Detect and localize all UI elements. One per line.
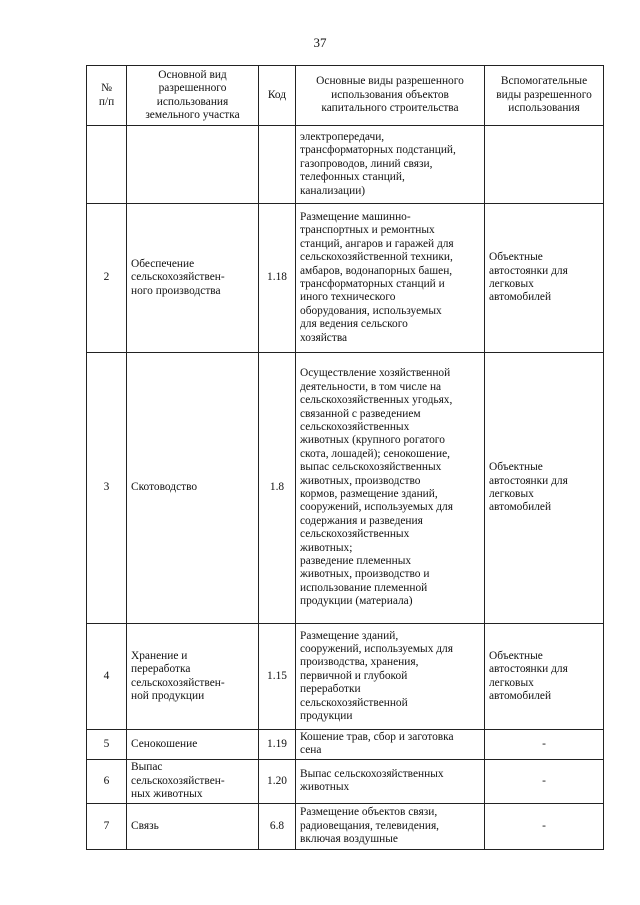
cell-text-line: Размещение объектов связи, xyxy=(300,806,438,819)
cell-text-line: Осуществление хозяйственной xyxy=(300,367,451,380)
cell-text-line: кормов, размещение зданий, xyxy=(300,488,438,500)
cell-text-line: Объектные xyxy=(489,461,543,474)
cell-text-line: трансформаторных станций и xyxy=(300,278,445,290)
capital-construction-uses xyxy=(296,803,485,849)
cell-text-line: автомобилей xyxy=(489,291,552,304)
cell-text-line: использования xyxy=(156,95,229,108)
cell-text-line: транспортных и ремонтных xyxy=(300,224,435,237)
cell-text-line: автостоянки для xyxy=(489,264,568,277)
header-capital-construction xyxy=(296,66,485,126)
row-number xyxy=(87,126,127,204)
row-number: 2 xyxy=(87,204,127,353)
cell-text-line: Основной вид xyxy=(158,68,227,81)
cell-text-line: связанной с разведением xyxy=(300,407,421,420)
cell-text-line: Выпас сельскохозяйственных xyxy=(300,767,444,780)
table-row xyxy=(87,730,604,760)
cell-text-line: хозяйства xyxy=(300,331,348,344)
row-number: 3 xyxy=(87,353,127,624)
cell-text-line: деятельности, в том числе на xyxy=(300,380,442,393)
auxiliary-uses xyxy=(485,353,604,624)
cell-text-line: разрешенного xyxy=(158,82,227,95)
cell-text-line: автостоянки для xyxy=(489,474,568,487)
use-code: 1.18 xyxy=(259,204,296,353)
cell-text-line: сельскохозяйственных xyxy=(300,528,410,541)
cell-text-line: - xyxy=(542,774,546,787)
table-row xyxy=(87,624,604,730)
row-number: 5 xyxy=(87,730,127,760)
capital-construction-uses xyxy=(296,353,485,624)
main-use-type xyxy=(127,624,259,730)
cell-text-line: Код xyxy=(267,88,287,101)
cell-text-line: продукции xyxy=(300,710,353,723)
cell-text-line: станций, ангаров и гаражей для xyxy=(300,237,454,250)
cell-text-line: Кошение трав, сбор и заготовка xyxy=(300,731,454,743)
auxiliary-uses xyxy=(485,126,604,204)
cell-text-line: п/п xyxy=(98,95,115,108)
cell-text-line: сельскохозяйствен- xyxy=(131,676,225,689)
cell-text-line: - xyxy=(542,819,546,832)
cell-text-line: Вспомогательные xyxy=(500,75,588,88)
cell-text-line: сельскохозяйственной техники, xyxy=(300,251,453,264)
cell-text-line: сена xyxy=(300,744,322,757)
cell-text-line: Сенокошение xyxy=(131,737,198,750)
row-number: 7 xyxy=(87,803,127,849)
use-code xyxy=(259,126,296,204)
cell-text-line: разведение племенных xyxy=(300,555,412,568)
use-code: 1.8 xyxy=(259,353,296,624)
cell-text-line: радиовещания, телевидения, xyxy=(300,819,440,832)
main-use-type xyxy=(127,803,259,849)
cell-text-line: для ведения сельского xyxy=(300,318,408,331)
main-use-type xyxy=(127,730,259,760)
cell-text-line: животных xyxy=(300,781,350,794)
table-header-row xyxy=(87,66,604,126)
cell-text-line: выпас сельскохозяйственных xyxy=(300,461,442,474)
use-code: 1.20 xyxy=(259,759,296,803)
cell-text-line: земельного участка xyxy=(145,108,240,121)
cell-text-line: иного технического xyxy=(300,291,396,304)
cell-text-line: Обеспечение xyxy=(131,257,195,270)
cell-text-line: трансформаторных подстанций, xyxy=(300,144,456,157)
auxiliary-uses xyxy=(485,204,604,353)
capital-construction-uses xyxy=(296,730,485,760)
main-use-type xyxy=(127,353,259,624)
row-number: 6 xyxy=(87,759,127,803)
cell-text-line: животных, производство и xyxy=(300,568,430,581)
cell-text-line: Объектные xyxy=(489,251,543,264)
table-row xyxy=(87,126,604,204)
cell-text-line: амбаров, водонапорных башен, xyxy=(300,264,453,277)
capital-construction-uses xyxy=(296,624,485,730)
auxiliary-uses xyxy=(485,624,604,730)
cell-text-line: сельскохозяйственных xyxy=(300,420,410,433)
cell-text-line: переработки xyxy=(300,683,361,696)
use-code: 1.15 xyxy=(259,624,296,730)
cell-text-line: сельскохозяйствен- xyxy=(131,774,225,787)
auxiliary-uses xyxy=(485,730,604,760)
cell-text-line: скота, лошадей); сенокошение, xyxy=(300,447,450,460)
cell-text-line: животных; xyxy=(300,541,353,554)
auxiliary-uses xyxy=(485,759,604,803)
cell-text-line: сооружений, используемых для xyxy=(300,642,453,655)
cell-text-line: включая воздушные xyxy=(300,833,398,846)
cell-text-line: сельскохозяйствен- xyxy=(131,271,225,284)
cell-text-line: ного производства xyxy=(131,284,221,297)
cell-text-line: Основные виды разрешенного xyxy=(316,75,464,88)
capital-construction-uses xyxy=(296,204,485,353)
capital-construction-uses xyxy=(296,126,485,204)
cell-text-line: оборудования, используемых xyxy=(300,304,442,317)
cell-text-line: животных, производство xyxy=(300,474,421,487)
cell-text-line: Скотоводство xyxy=(131,481,198,494)
cell-text-line: производства, хранения, xyxy=(300,656,419,669)
main-use-type xyxy=(127,204,259,353)
cell-text-line: телефонных станций, xyxy=(300,171,405,184)
header-auxiliary xyxy=(485,66,604,126)
cell-text-line: Выпас xyxy=(131,761,163,774)
cell-text-line: Размещение машинно- xyxy=(300,210,411,223)
table-row xyxy=(87,803,604,849)
cell-text-line: Хранение и xyxy=(131,649,188,662)
cell-text-line: использование племенной xyxy=(300,581,428,594)
header-num xyxy=(87,66,127,126)
cell-text-line: газопроводов, линий связи, xyxy=(300,157,433,170)
cell-text-line: № xyxy=(101,82,112,95)
cell-text-line: ной продукции xyxy=(131,689,205,702)
cell-text-line: ных животных xyxy=(131,788,203,801)
use-code: 1.19 xyxy=(259,730,296,760)
main-use-type xyxy=(127,759,259,803)
capital-construction-uses xyxy=(296,759,485,803)
table-row xyxy=(87,353,604,624)
cell-text-line: сельскохозяйственных угодьях, xyxy=(300,394,453,407)
cell-text-line: легковых xyxy=(489,278,534,290)
row-number: 4 xyxy=(87,624,127,730)
cell-text-line: Объектные xyxy=(489,649,543,662)
auxiliary-uses xyxy=(485,803,604,849)
cell-text-line: виды разрешенного xyxy=(496,88,592,101)
cell-text-line: - xyxy=(542,737,546,750)
cell-text-line: сооружений, используемых для xyxy=(300,501,453,514)
cell-text-line: капитального строительства xyxy=(321,102,459,115)
cell-text-line: продукции (материала) xyxy=(300,595,413,608)
cell-text-line: животных (крупного рогатого xyxy=(300,434,445,447)
cell-text-line: сельскохозяйственной xyxy=(300,696,408,709)
land-use-table xyxy=(86,65,604,850)
cell-text-line: Размещение зданий, xyxy=(300,629,399,642)
use-code: 6.8 xyxy=(259,803,296,849)
cell-text-line: использования объектов xyxy=(331,88,449,101)
page-number: 37 xyxy=(313,35,327,50)
cell-text-line: автомобилей xyxy=(489,501,552,514)
main-use-type xyxy=(127,126,259,204)
cell-text-line: автостоянки для xyxy=(489,663,568,676)
header-code xyxy=(259,66,296,126)
cell-text-line: первичной и глубокой xyxy=(300,669,408,682)
cell-text-line: электропередачи, xyxy=(300,130,385,143)
cell-text-line: Связь xyxy=(131,819,159,832)
table-row xyxy=(87,759,604,803)
cell-text-line: автомобилей xyxy=(489,689,552,702)
cell-text-line: переработка xyxy=(131,663,191,676)
cell-text-line: содержания и разведения xyxy=(300,514,423,527)
cell-text-line: канализации) xyxy=(300,184,366,197)
header-main-type xyxy=(127,66,259,126)
cell-text-line: легковых xyxy=(489,488,534,500)
cell-text-line: использования xyxy=(508,102,580,115)
table-row xyxy=(87,204,604,353)
cell-text-line: легковых xyxy=(489,676,534,689)
